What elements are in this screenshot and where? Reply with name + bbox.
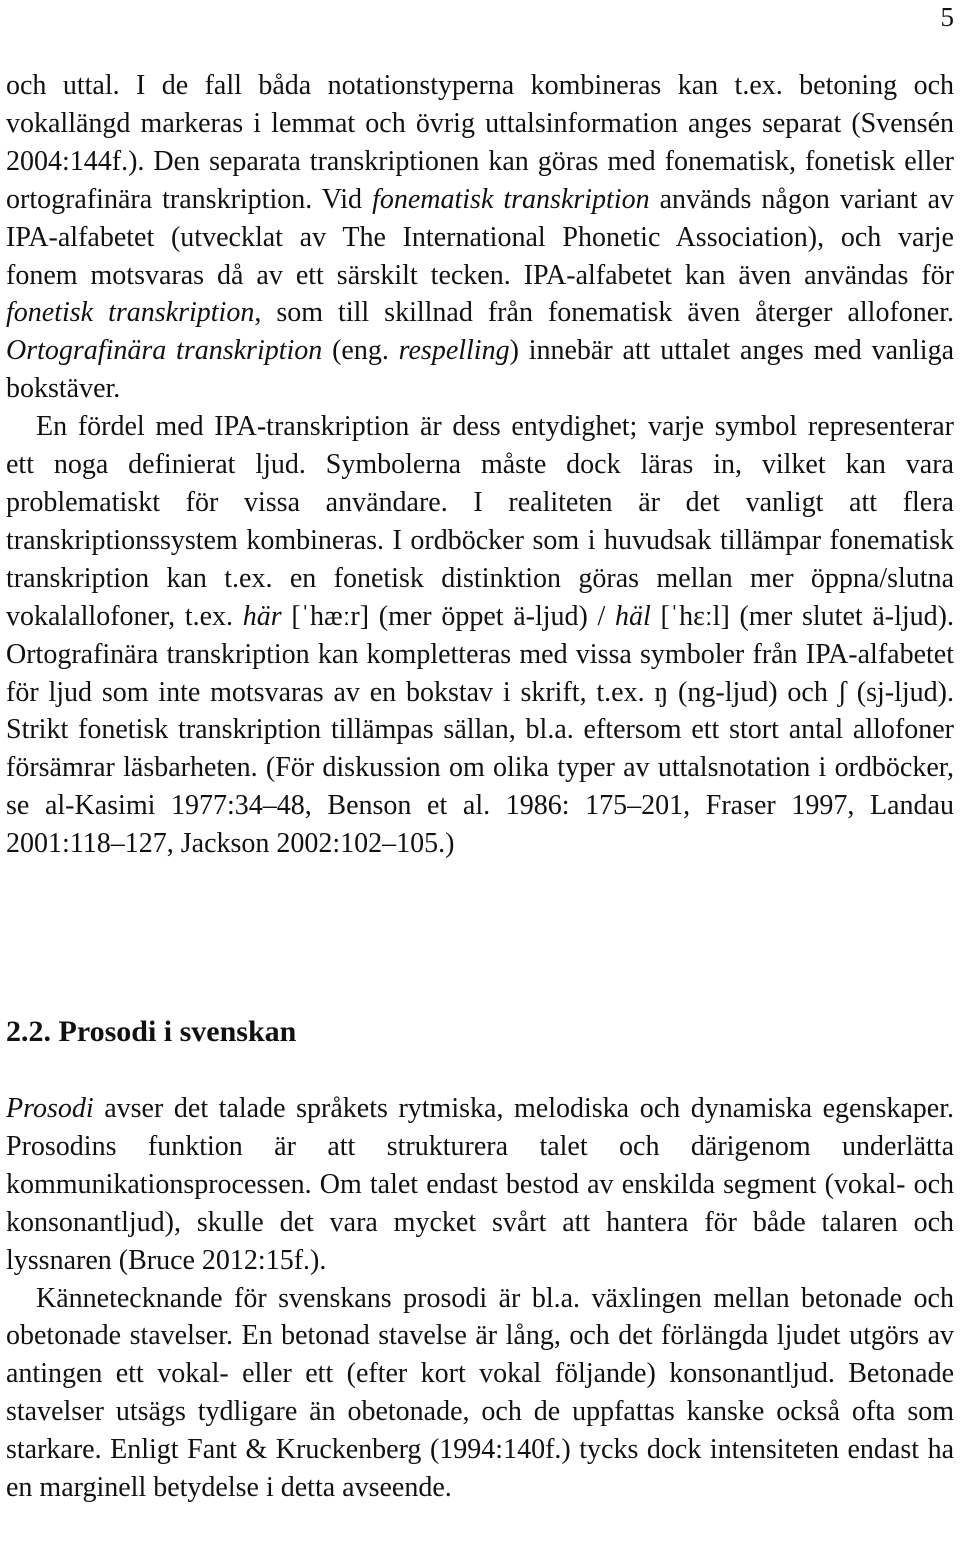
- text-run: avser det talade språkets rytmiska, melodiska och dynamiska egenskaper. Prosodins funktion är att strukturera talet och därigenom underlätta kommunikationsprocessen. Om talet endast bestod av enskilda segment (vokal- och konsonantljud), skulle det vara mycket svårt att hantera för både talaren och lyssnaren (Bruce 2012:15f.).: [6, 1093, 954, 1276]
- text-run: (eng.: [322, 335, 399, 367]
- text-run: [ˈhæːr] (mer öppet ä-ljud) /: [281, 600, 616, 632]
- paragraph-ipa-advantages: [6, 408, 954, 863]
- italic-term: respelling: [398, 335, 510, 367]
- section-heading: 2.2. Prosodi i svenskan: [6, 1015, 297, 1048]
- page-number: 5: [940, 2, 954, 32]
- text-run: En fördel med IPA-transkription är dess entydighet; varje symbol representerar ett noga definierat ljud. Symbolerna måste dock läras in, vilket kan vara problematiskt för vissa användare. I realiteten är det vanligt att flera transkriptionssystem kombineras. I ordböcker som i huvudsak tillämpar fonematisk transkription kan t.ex. en fonetisk distinktion göras mellan mer öppna/slutna vokalallofoner, t.ex.: [6, 411, 954, 632]
- text-run: ) innebär att uttalet anges med vanliga bokstäver.: [6, 335, 954, 405]
- section-body-prosody: [6, 1090, 954, 1507]
- italic-term: fonematisk transkription: [372, 183, 650, 215]
- italic-term: fonetisk transkription: [6, 297, 255, 329]
- paragraph-stressed-syllables: [6, 1280, 954, 1507]
- italic-term: Prosodi: [6, 1093, 94, 1124]
- italic-term: häl: [615, 600, 651, 632]
- section-body-transcription: [6, 67, 954, 863]
- text-run: används någon variant av IPA-alfabetet (utvecklat av The International Phonetic Association), och varje fonem motsvaras då av ett särskilt tecken. IPA-alfabetet kan även användas för: [6, 183, 954, 291]
- italic-term: Ortografinära transkription: [6, 335, 323, 367]
- italic-term: här: [242, 600, 282, 632]
- paragraph-prosody-definition: [6, 1090, 954, 1280]
- text-run: Kännetecknande för svenskans prosodi är bl.a. växlingen mellan betonade och obetonade stavelser. En betonad stavelse är lång, och det förlängda ljudet utgörs av antingen ett vokal- eller ett (efter kort vokal följande) konsonantljud. Betonade stavelser utsägs tydligare än obetonade, och de uppfattas kanske också ofta som starkare. Enligt Fant & Kruckenberg (1994:140f.) tycks dock intensiteten endast ha en marginell betydelse i detta avseende.: [6, 1282, 954, 1504]
- text-run: [ˈhɛːl] (mer slutet ä-ljud). Ortografinära transkription kan kompletteras med vissa symboler från IPA-alfabetet för ljud som inte motsvaras av en bokstav i skrift, t.ex. ŋ (ng-ljud) och ʃ (sj-ljud). Strikt fonetisk transkription tillämpas sällan, bl.a. eftersom ett stort antal allofoner försämrar läsbarheten. (För diskussion om olika typer av uttalsnotation i ordböcker, se al-Kasimi 1977:34–48, Benson et al. 1986: 175–201, Fraser 1997, Landau 2001:118–127, Jackson 2002:102–105.): [6, 600, 954, 860]
- paragraph-transcription-types: [6, 67, 954, 408]
- text-run: , som till skillnad från fonematisk även återger allofoner.: [254, 297, 954, 329]
- text-run: och uttal. I de fall båda notationstyperna kombineras kan t.ex. betoning och vokallängd markeras i lemmat och övrig uttalsinformation anges separat (Svensén 2004:144f.). Den separata transkriptionen kan göras med fonematisk, fonetisk eller ortografinära transkription. Vid: [6, 70, 954, 215]
